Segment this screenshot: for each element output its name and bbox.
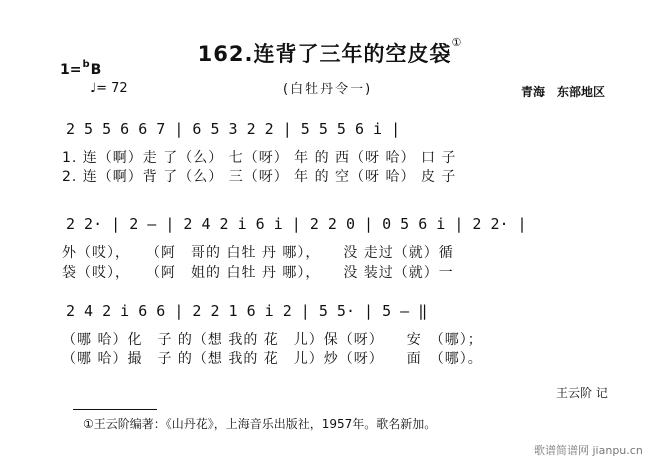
transcriber-credit: 王云阶 记 [556,386,608,400]
lyrics-line-2-verse-2: 袋（哎）， （阿 姐的 白牡 丹 哪）， 没 装过（就）一 [62,265,454,281]
footnote-text: ①王云阶编著：《山丹花》，上海音乐出版社，1957年。歌名新加。 [83,417,437,431]
lyrics-line-2-verse-1: 外（哎）， （阿 哥的 白牡 丹 哪）， 没 走过（就）循 [62,245,454,261]
tempo-marking [90,81,128,96]
region-label: 青海 东部地区 [521,85,606,99]
notation-line-1: 2 5 5 6 6 7 | 6 5 3 2 2 | 5 5 5 6 i | [66,120,401,138]
tune-subtitle: (白牡丹令一) [283,82,373,97]
flat-sign: b [82,59,90,70]
tempo-value: = 72 [96,81,128,96]
notation-line-2: 2 2· | 2 – | 2 4 2 i 6 i | 2 2 0 | 0 5 6 i | 2 2· | [66,215,527,233]
site-watermark: 歌谱简谱网 jianpu.cn [534,444,643,457]
song-title-text: 162.连背了三年的空皮袋 [197,42,452,66]
key-signature [60,59,102,78]
lyrics-line-1-verse-1: 1. 连（啊）走 了（么） 七（呀） 年 的 西（呀 哈） 口 子 [62,150,457,166]
lyrics-line-3-verse-1: （哪 哈）化 子 的（想 我的 花 儿）保（呀） 安 （哪）； [62,332,483,348]
footnote-rule [73,409,157,410]
footnote-marker: ① [451,36,463,49]
notation-line-3: 2 4 2 i 6 6 | 2 2 1 6 i 2 | 5 5· | 5 – ‖ [66,302,428,320]
quarter-note-icon: ♩ [90,81,97,96]
lyrics-line-1-verse-2: 2. 连（啊）背 了（么） 三（呀） 年 的 空（呀 哈） 皮 子 [62,169,457,185]
key-note: B [90,62,102,78]
lyrics-line-3-verse-2: （哪 哈）撮 子 的（想 我的 花 儿）炒（呀） 面 （哪）。 [62,351,483,367]
key-label: 1= [60,62,82,78]
